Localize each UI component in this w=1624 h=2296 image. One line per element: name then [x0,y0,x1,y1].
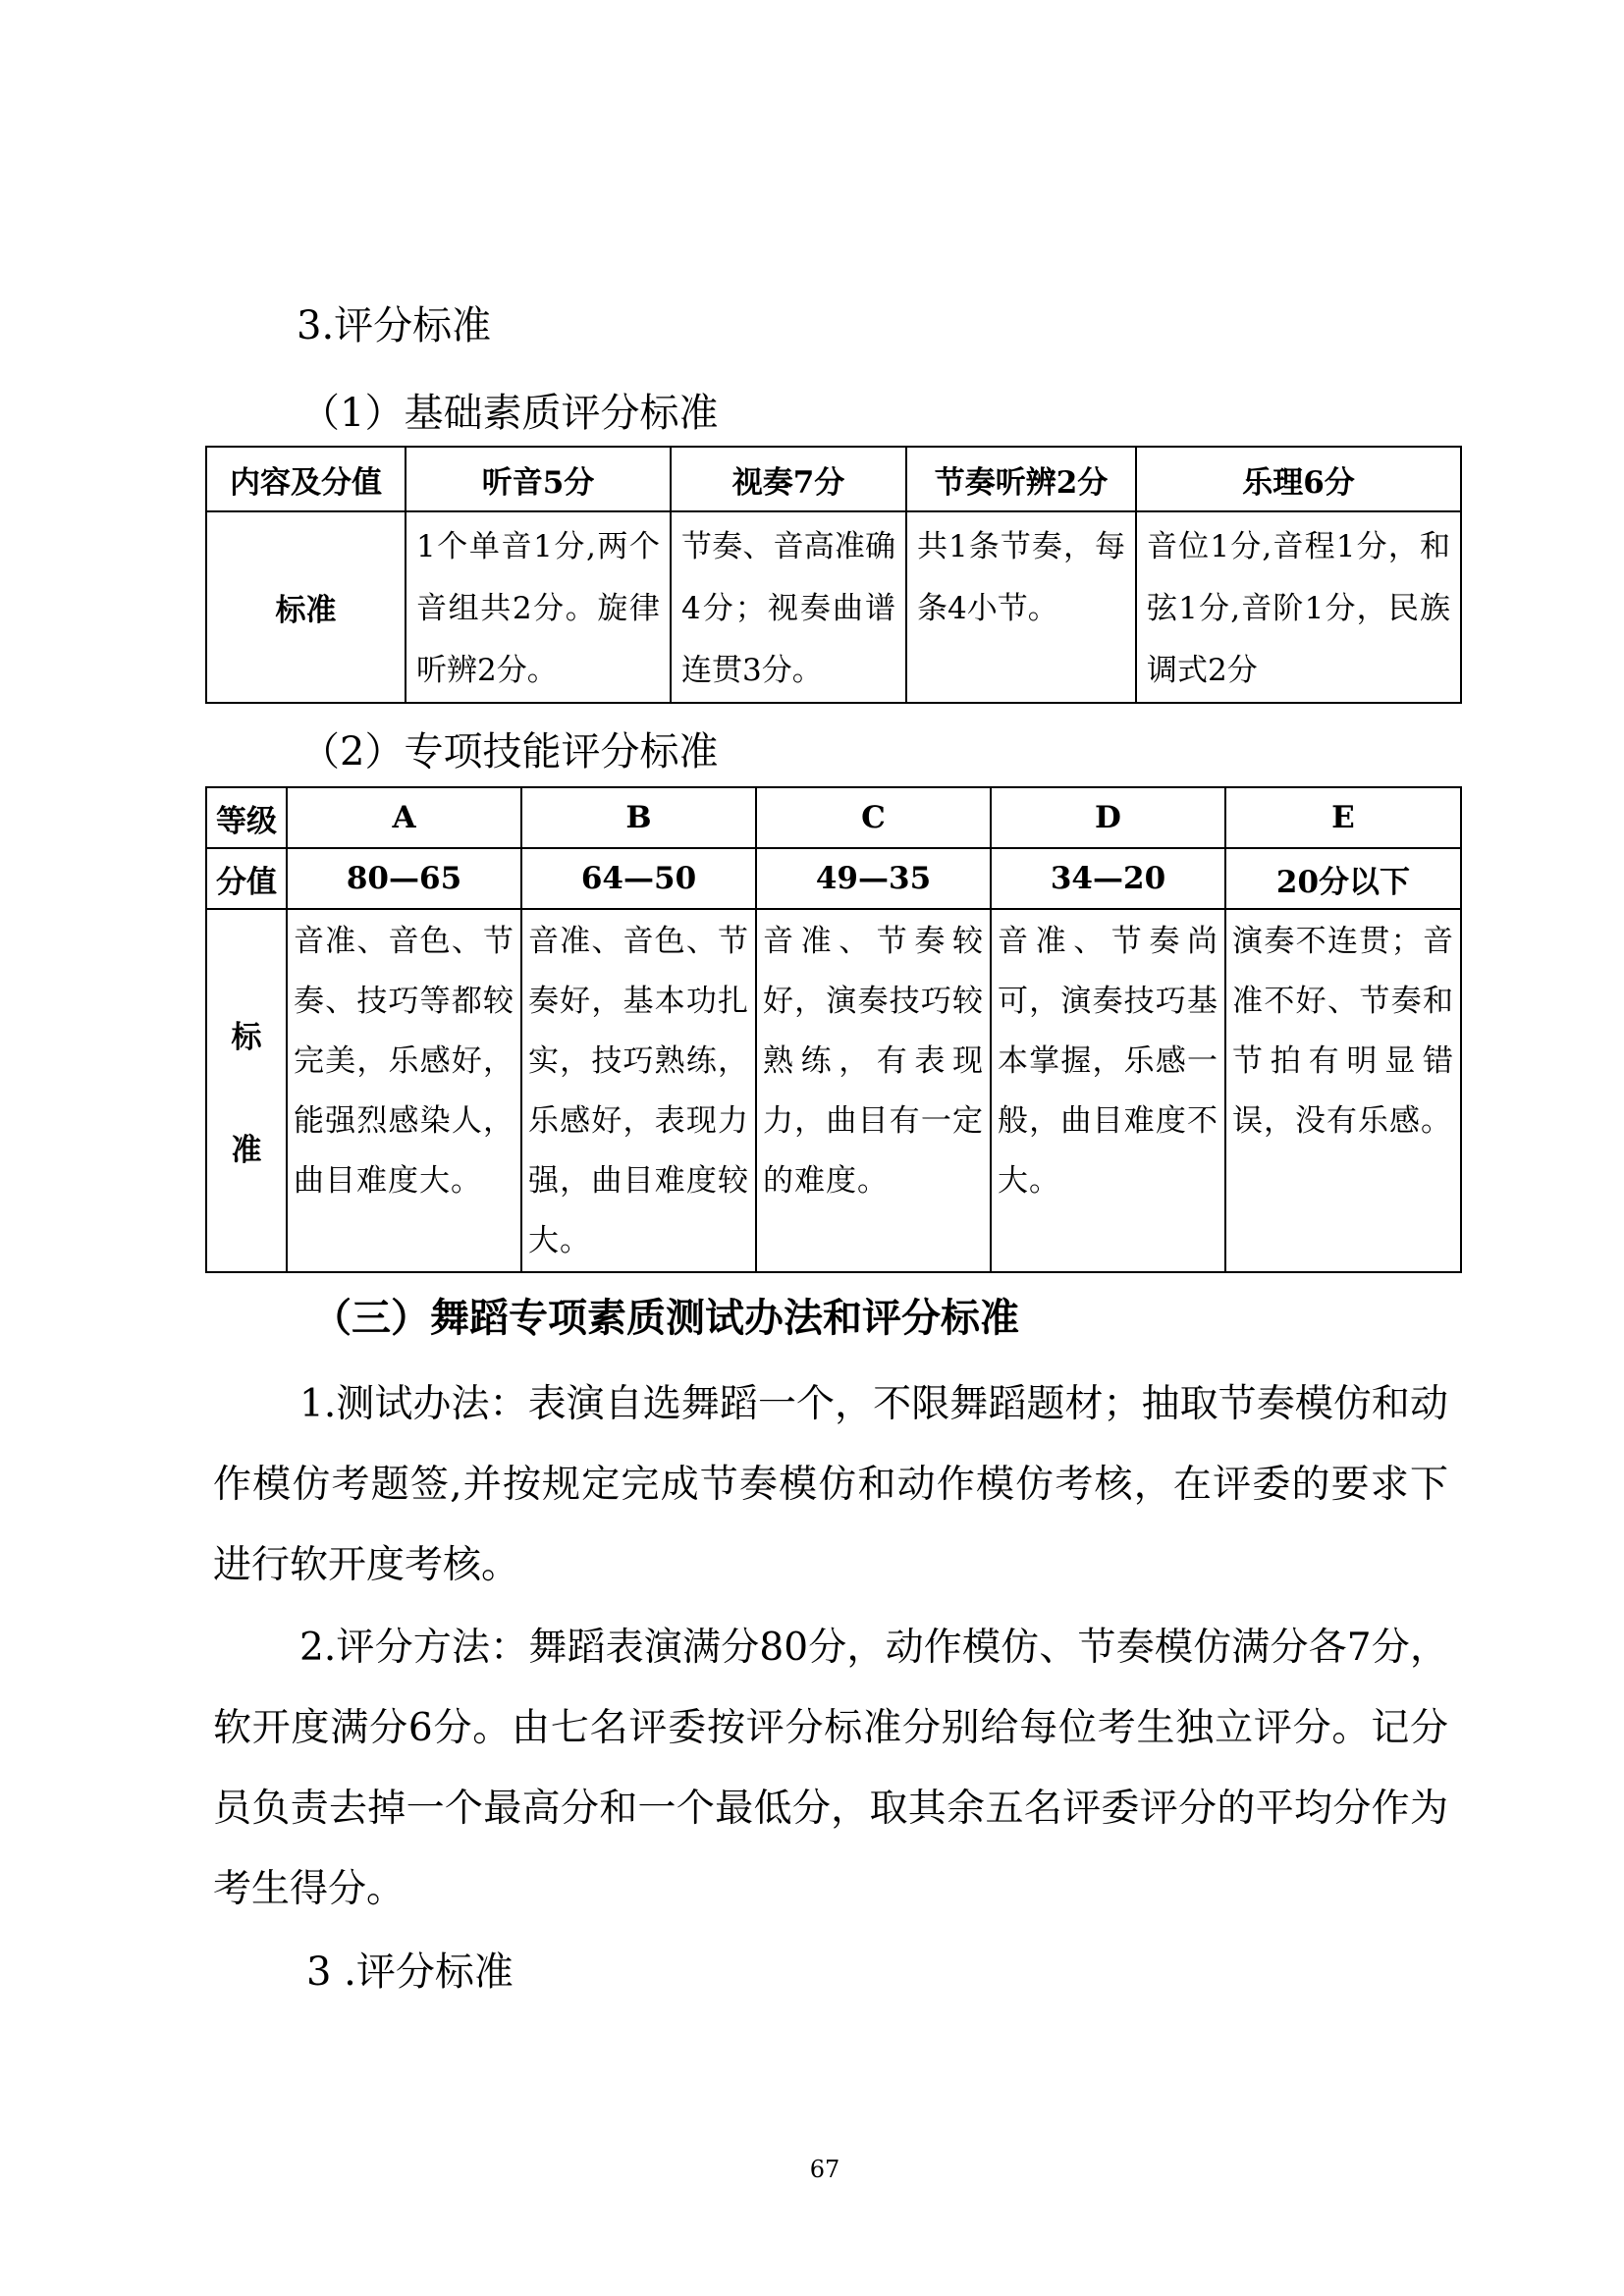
section-title: 3.评分标准 [297,303,492,348]
grade-cell: C [756,787,991,848]
row-label-char-1: 标 [231,1020,262,1055]
table-cell: 节奏、音高准确4分；视奏曲谱连贯3分。 [671,511,906,703]
header-cell: 视奏7分 [671,447,906,511]
skill-grading-table [205,786,1462,1273]
header-cell: 听音5分 [406,447,671,511]
table-row [206,511,1461,703]
basic-quality-table [205,446,1462,704]
header-cell: 节奏听辨2分 [906,447,1136,511]
table-cell: 1个单音1分,两个音组共2分。旋律听辨2分。 [406,511,671,703]
criteria-cell: 音准、节奏尚可，演奏技巧基本掌握，乐感一般，曲目难度不大。 [991,909,1225,1272]
grade-cell: B [521,787,756,848]
dance-scoring-standard-title: 3 .评分标准 [306,1949,514,1995]
table-cell: 音位1分,音程1分，和弦1分,音阶1分，民族调式2分 [1136,511,1461,703]
table-cell: 共1条节奏，每条4小节。 [906,511,1136,703]
criteria-cell: 音准、音色、节奏、技巧等都较完美，乐感好，能强烈感染人，曲目难度大。 [287,909,521,1272]
criteria-row [206,909,1461,1272]
table-header-row [206,447,1461,511]
page-number: 67 [809,2156,840,2183]
grade-label: 等级 [206,787,287,848]
header-cell: 乐理6分 [1136,447,1461,511]
criteria-cell: 音准、节奏较好，演奏技巧较熟练，有表现力，曲目有一定的难度。 [756,909,991,1272]
score-cell: 64—50 [521,848,756,909]
grade-row [206,787,1461,848]
grade-cell: D [991,787,1225,848]
row-label: 标准 [206,511,406,703]
dance-scoring-method-paragraph: 2.评分方法：舞蹈表演满分80分，动作模仿、节奏模仿满分各7分，软开度满分6分。由七名评委按评分标准分别给每位考生独立评分。记分员负责去掉一个最高分和一个最低分，取其余五名评委评分的平均分作为考生得分。 [213,1626,1448,1911]
row-label [206,909,287,1272]
score-row [206,848,1461,909]
score-cell: 34—20 [991,848,1225,909]
row-label-char-2: 准 [231,1133,262,1168]
score-label: 分值 [206,848,287,909]
score-cell: 80—65 [287,848,521,909]
score-cell: 49—35 [756,848,991,909]
grade-cell: E [1225,787,1461,848]
grade-cell: A [287,787,521,848]
score-cell: 20分以下 [1225,848,1461,909]
dance-test-method-paragraph: 1.测试办法：表演自选舞蹈一个，不限舞蹈题材；抽取节奏模仿和动作模仿考题签,并按规定完成节奏模仿和动作模仿考核，在评委的要求下进行软开度考核。 [213,1382,1448,1587]
criteria-cell: 音准、音色、节奏好，基本功扎实，技巧熟练，乐感好，表现力强，曲目难度较大。 [521,909,756,1272]
subsection-title-skill: （2）专项技能评分标准 [300,729,719,774]
dance-section-title: （三）舞蹈专项素质测试办法和评分标准 [312,1295,1019,1341]
criteria-cell: 演奏不连贯；音准不好、节奏和节拍有明显错误，没有乐感。 [1225,909,1461,1272]
subsection-title-basic: （1）基础素质评分标准 [300,391,719,436]
header-cell: 内容及分值 [206,447,406,511]
